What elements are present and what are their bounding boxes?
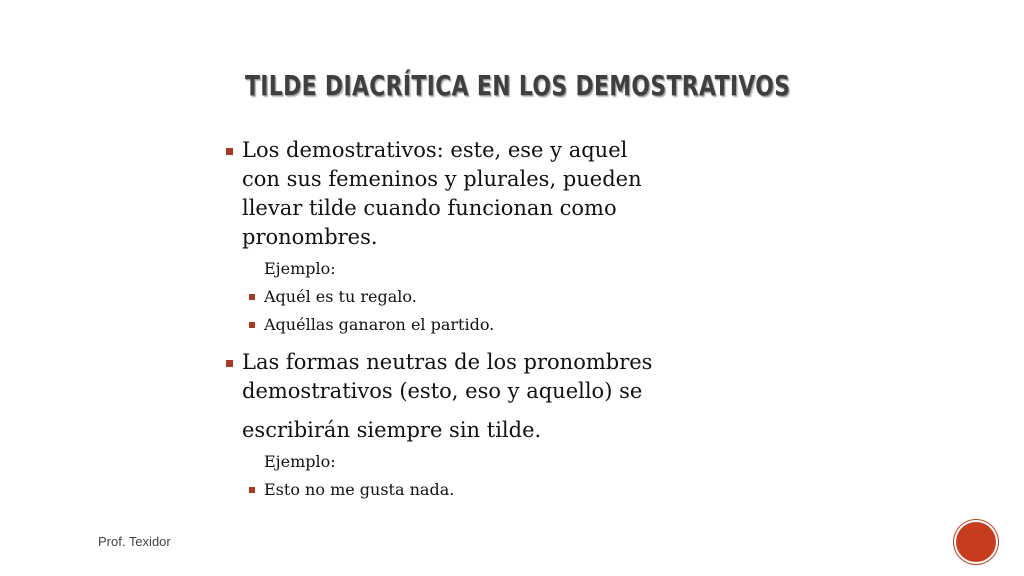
example-text: Aquél es tu regalo. [264, 287, 417, 306]
example-text: Aquéllas ganaron el partido. [264, 315, 495, 334]
square-bullet-icon [249, 322, 255, 328]
bullet-line: escribirán siempre sin tilde. [242, 418, 542, 442]
bullet-line: Las formas neutras de los pronombres [242, 350, 653, 374]
slide-title: TILDE DIACRÍTICA EN LOS DEMOSTRATIVOS [245, 69, 791, 102]
bullet-line: llevar tilde cuando funcionan como [242, 196, 617, 220]
bullet-line: Los demostrativos: este, ese y aquel [242, 138, 628, 162]
example-item [226, 286, 746, 308]
example-item [226, 314, 746, 336]
square-bullet-icon [249, 294, 255, 300]
square-bullet-icon [226, 148, 233, 155]
square-bullet-icon [249, 487, 255, 493]
example-text: Esto no me gusta nada. [264, 480, 455, 499]
example-label [226, 258, 746, 280]
square-bullet-icon [226, 360, 233, 367]
bullet-line: demostrativos (esto, eso y aquello) se [242, 379, 643, 403]
bullet-item-2 [226, 348, 746, 445]
bullet-item-1 [226, 136, 746, 252]
example-label-text: Ejemplo: [264, 452, 336, 471]
bullet-line: con sus femeninos y plurales, pueden [242, 167, 642, 191]
example-label-text: Ejemplo: [264, 259, 336, 278]
example-item [226, 479, 746, 501]
bullet-line: pronombres. [242, 225, 378, 249]
example-label [226, 451, 746, 473]
page-number-badge [956, 522, 996, 562]
slide-body [226, 136, 746, 501]
footer-author: Prof. Texidor [98, 534, 171, 549]
